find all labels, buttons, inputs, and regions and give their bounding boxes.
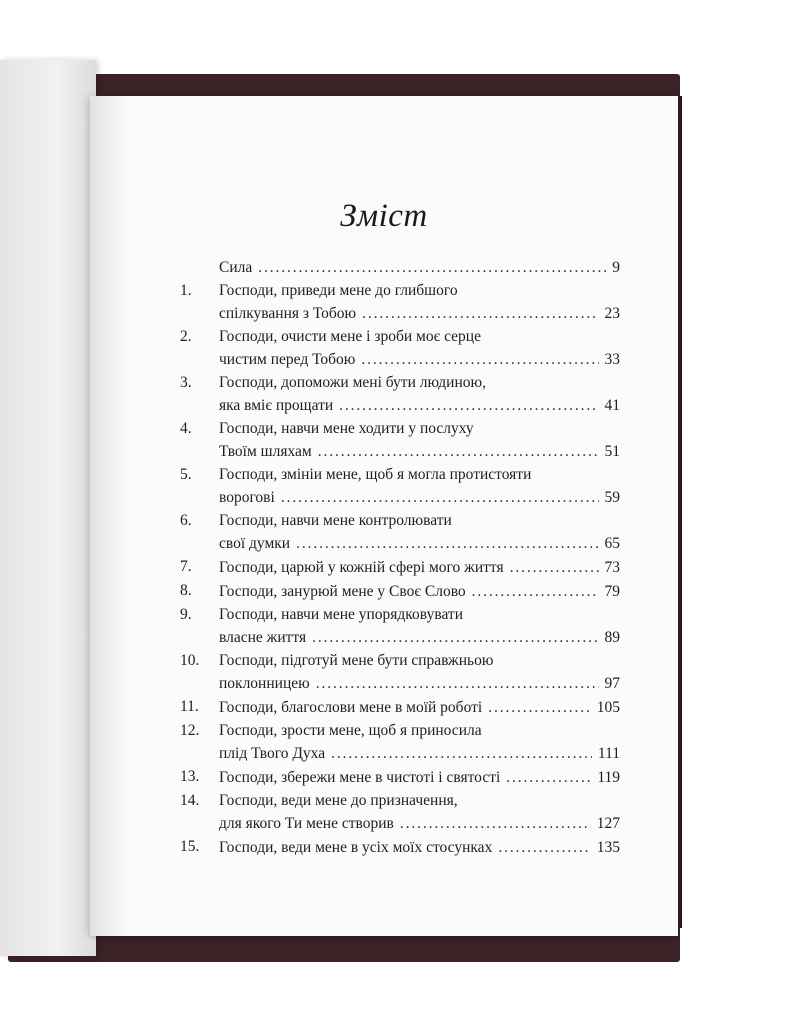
toc-entry-leader-line — [219, 532, 620, 556]
toc-entry-page-number: 33 — [604, 351, 620, 368]
toc-entry-page-number: 79 — [604, 583, 620, 600]
dot-leader — [498, 836, 590, 860]
toc-entry-leader-line — [219, 812, 620, 836]
toc-entry — [180, 556, 620, 580]
toc-entry-leader-line — [219, 256, 620, 280]
toc-entry-leader-line — [219, 766, 620, 790]
toc-entry-leader-line — [219, 836, 620, 860]
toc-entry-page-number: 105 — [596, 699, 620, 716]
toc-entry-title: яка вміє прощати — [219, 397, 334, 414]
toc-entry-title: Господи, приведи мене до глибшого — [219, 282, 458, 299]
toc-entry-leader-line — [219, 626, 620, 650]
dot-leader — [296, 532, 598, 556]
toc-entry-title: Господи, занурюй мене у Своє Слово — [219, 583, 466, 600]
left-page — [0, 60, 96, 956]
toc-entry-title: плід Твого Духа — [219, 745, 326, 762]
toc-entry-leader-line — [219, 556, 620, 580]
toc-entry — [180, 720, 620, 766]
toc-entry-number: 15. — [180, 838, 200, 855]
dot-leader — [510, 556, 599, 580]
toc-entry-title: для якого Ти мене створив — [219, 815, 394, 832]
toc-entry-title: Господи, підготуй мене бути справжньою — [219, 652, 494, 669]
dot-leader — [362, 302, 598, 326]
toc-entry-title: Господи, допоможи мені бути людиною, — [219, 374, 486, 391]
toc-entry-leader-line — [219, 672, 620, 696]
dot-leader — [312, 626, 598, 650]
toc-entry-title: Сила — [219, 259, 253, 276]
toc-entry-page-number: 51 — [604, 443, 620, 460]
toc-entry-number: 14. — [180, 792, 200, 809]
toc-entry-page-number: 89 — [604, 629, 620, 646]
toc-entry-title: Господи, благослови мене в моїй роботі — [219, 699, 483, 716]
toc-entry-number: 5. — [180, 466, 192, 483]
toc-entry-leader-line — [219, 302, 620, 326]
toc-entry — [180, 464, 620, 510]
dot-leader — [400, 812, 591, 836]
toc-entry-number: 2. — [180, 328, 192, 345]
toc-entry-leader-line — [219, 742, 620, 766]
toc-entry — [180, 510, 620, 556]
toc-entry-number: 11. — [180, 698, 199, 715]
dot-leader — [318, 440, 599, 464]
toc-entry-number: 13. — [180, 768, 200, 785]
toc-entry-page-number: 97 — [604, 675, 620, 692]
toc-entry-leader-line — [219, 348, 620, 372]
toc-entry-title: Господи, очисти мене і зроби моє серце — [219, 328, 481, 345]
toc-entry — [180, 372, 620, 418]
toc-entry — [180, 580, 620, 604]
toc-entry-page-number: 119 — [597, 769, 620, 786]
dot-leader — [506, 766, 591, 790]
toc-entry-page-number: 41 — [604, 397, 620, 414]
toc-entry-title: Господи, навчи мене контролювати — [219, 512, 452, 529]
toc-entry-number: 10. — [180, 652, 200, 669]
toc-entry — [180, 766, 620, 790]
toc-entry-leader-line — [219, 696, 620, 720]
toc-entry-title: власне життя — [219, 629, 307, 646]
dot-leader — [331, 742, 592, 766]
dot-leader — [488, 696, 591, 720]
toc-entry-title: чистим перед Тобою — [219, 351, 356, 368]
table-of-contents — [180, 256, 620, 860]
dot-leader — [258, 256, 606, 280]
toc-entry — [180, 790, 620, 836]
toc-entry — [180, 280, 620, 326]
dot-leader — [339, 394, 598, 418]
toc-entry-page-number: 59 — [604, 489, 620, 506]
toc-entry-page-number: 127 — [596, 815, 620, 832]
toc-entry-title: ворогові — [219, 489, 275, 506]
toc-entry-number: 1. — [180, 282, 192, 299]
toc-entry-title: поклонницею — [219, 675, 310, 692]
toc-entry-title: Господи, веди мене в усіх моїх стосунках — [219, 839, 493, 856]
toc-entry-page-number: 9 — [612, 259, 620, 276]
toc-entry-title: Господи, зрости мене, щоб я приносила — [219, 722, 482, 739]
toc-entry-title: Господи, збережи мене в чистоті і святості — [219, 769, 501, 786]
toc-entry-number: 4. — [180, 420, 192, 437]
toc-entry-number: 12. — [180, 722, 200, 739]
toc-entry-number: 3. — [180, 374, 192, 391]
toc-entry-title: Господи, змініи мене, щоб я могла протистояти — [219, 466, 532, 483]
dot-leader — [281, 486, 599, 510]
toc-entry-page-number: 65 — [604, 535, 620, 552]
toc-entry — [180, 836, 620, 860]
toc-entry-title: свої думки — [219, 535, 291, 552]
toc-entry-title: спілкування з Тобою — [219, 305, 357, 322]
toc-entry — [180, 256, 620, 280]
book-page — [90, 96, 678, 936]
dot-leader — [361, 348, 598, 372]
toc-entry-number: 6. — [180, 512, 192, 529]
toc-entry — [180, 650, 620, 696]
toc-entry-leader-line — [219, 580, 620, 604]
toc-entry-title: Господи, навчи мене ходити у послуху — [219, 420, 474, 437]
toc-entry-leader-line — [219, 486, 620, 510]
toc-entry-title: Господи, навчи мене упорядковувати — [219, 606, 464, 623]
dot-leader — [472, 580, 599, 604]
toc-entry-number: 7. — [180, 558, 192, 575]
toc-entry — [180, 604, 620, 650]
toc-entry-number: 8. — [180, 582, 192, 599]
toc-entry-number: 9. — [180, 606, 192, 623]
toc-entry — [180, 326, 620, 372]
toc-entry-title: Господи, царюй у кожній сфері мого життя — [219, 559, 504, 576]
toc-entry-leader-line — [219, 394, 620, 418]
toc-entry-title: Твоїм шляхам — [219, 443, 312, 460]
dot-leader — [316, 672, 599, 696]
toc-entry-page-number: 135 — [596, 839, 620, 856]
toc-entry-page-number: 73 — [604, 559, 620, 576]
toc-entry-title: Господи, веди мене до призначення, — [219, 792, 458, 809]
toc-entry-page-number: 23 — [604, 305, 620, 322]
page-title: Зміст — [340, 198, 428, 234]
toc-entry — [180, 696, 620, 720]
toc-entry-leader-line — [219, 440, 620, 464]
toc-entry-page-number: 111 — [597, 745, 620, 762]
toc-entry — [180, 418, 620, 464]
